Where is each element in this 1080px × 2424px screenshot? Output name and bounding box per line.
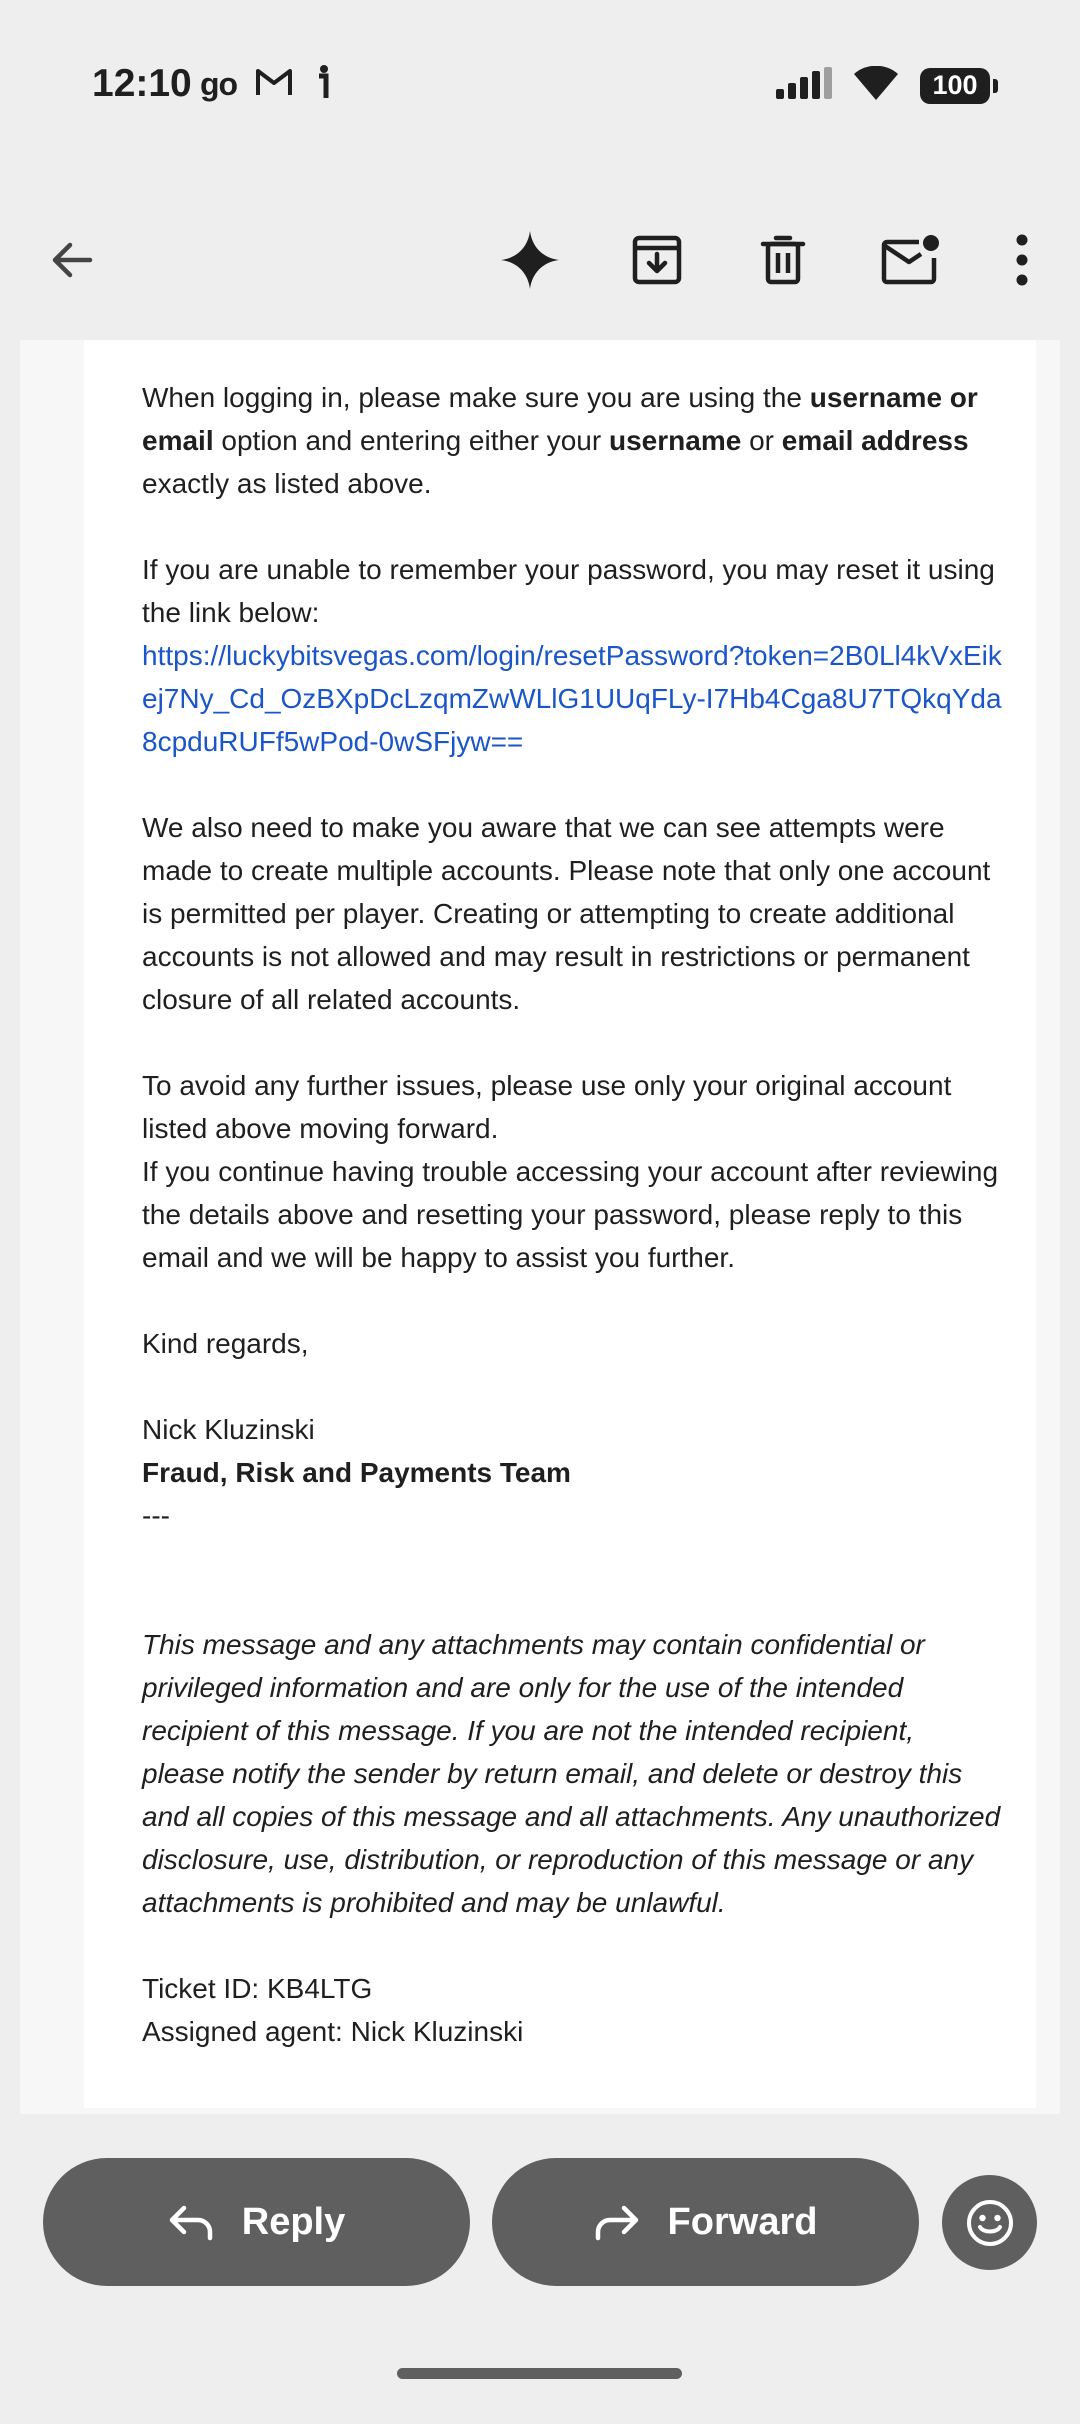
info-icon (311, 64, 337, 105)
more-options-button[interactable] (982, 220, 1062, 300)
forward-button[interactable] (492, 2158, 919, 2286)
wifi-icon (854, 66, 898, 105)
back-button[interactable] (32, 220, 112, 300)
more-vert-icon (1014, 234, 1030, 286)
archive-icon (631, 234, 683, 286)
original-account-text: To avoid any further issues, please use only your original account listed above moving forward. (142, 1070, 952, 1144)
reply-button[interactable] (43, 2158, 470, 2286)
back-arrow-icon (48, 236, 96, 284)
email-body (84, 340, 1036, 2108)
status-time: 12:10 (92, 62, 192, 105)
mark-unread-button[interactable] (870, 220, 950, 300)
forward-icon (594, 2202, 640, 2242)
closing: Kind regards, (142, 1328, 309, 1359)
signature-separator: --- (142, 1500, 170, 1531)
sender-name: Nick Kluzinski (142, 1414, 315, 1445)
home-indicator[interactable] (397, 2368, 682, 2379)
gmail-icon (255, 67, 293, 102)
email-content (142, 376, 1002, 2053)
login-instructions: When logging in, please make sure you are using the username or email option and entering either your username or email address exactly as listed above. (142, 382, 978, 499)
gemini-sparkle-icon (499, 229, 561, 291)
multiple-accounts-warning: We also need to make you aware that we can see attempts were made to create multiple accounts. Please note that only one account is permitted per player. Creating or attempting to create additional accounts is not allowed and may result in restrictions or permanent closure of all related accounts. (142, 812, 991, 1015)
confidentiality-disclaimer: This message and any attachments may contain confidential or privileged information and are only for the use of the intended recipient of this message. If you are not the intended recipient, please notify the sender by return email, and delete or destroy this and all copies of this message and all attachments. Any unauthorized disclosure, use, distribution, or reproduction of this message or any attachments is prohibited and may be unlawful. (142, 1629, 1001, 1918)
delete-button[interactable] (743, 220, 823, 300)
reply-icon (168, 2202, 214, 2242)
archive-button[interactable] (617, 220, 697, 300)
status-bar (0, 0, 1080, 180)
reset-password-text: If you are unable to remember your password, you may reset it using the link below: (142, 554, 995, 628)
battery-icon: 100 (920, 68, 990, 104)
status-notification-icons (200, 64, 337, 105)
delete-icon (759, 234, 807, 286)
mark-unread-icon (881, 234, 939, 286)
smiley-icon (965, 2198, 1015, 2248)
go-app-icon: go (200, 66, 238, 102)
email-toolbar (0, 180, 1080, 340)
assigned-agent: Assigned agent: Nick Kluzinski (142, 2016, 524, 2047)
gemini-button[interactable] (490, 220, 570, 300)
email-view (20, 340, 1060, 2114)
signal-icon (776, 67, 832, 104)
team-name: Fraud, Risk and Payments Team (142, 1457, 571, 1488)
status-system-icons (776, 66, 990, 105)
emoji-reaction-button[interactable] (942, 2175, 1037, 2270)
reply-label: Reply (241, 2200, 346, 2243)
assistance-text: If you continue having trouble accessing your account after reviewing the details above and resetting your password, please reply to this email and we will be happy to assist you further. (142, 1156, 999, 1273)
reset-password-link[interactable]: https://luckybitsvegas.com/login/resetPassword?token=2B0Ll4kVxEikej7Ny_Cd_OzBXpDcLzqmZwWLlG1UUqFLy-I7Hb4Cga8U7TQkqYda8cpduRUFf5wPod-0wSFjyw== (142, 640, 1002, 757)
ticket-id: Ticket ID: KB4LTG (142, 1973, 373, 2004)
forward-label: Forward (667, 2200, 818, 2243)
